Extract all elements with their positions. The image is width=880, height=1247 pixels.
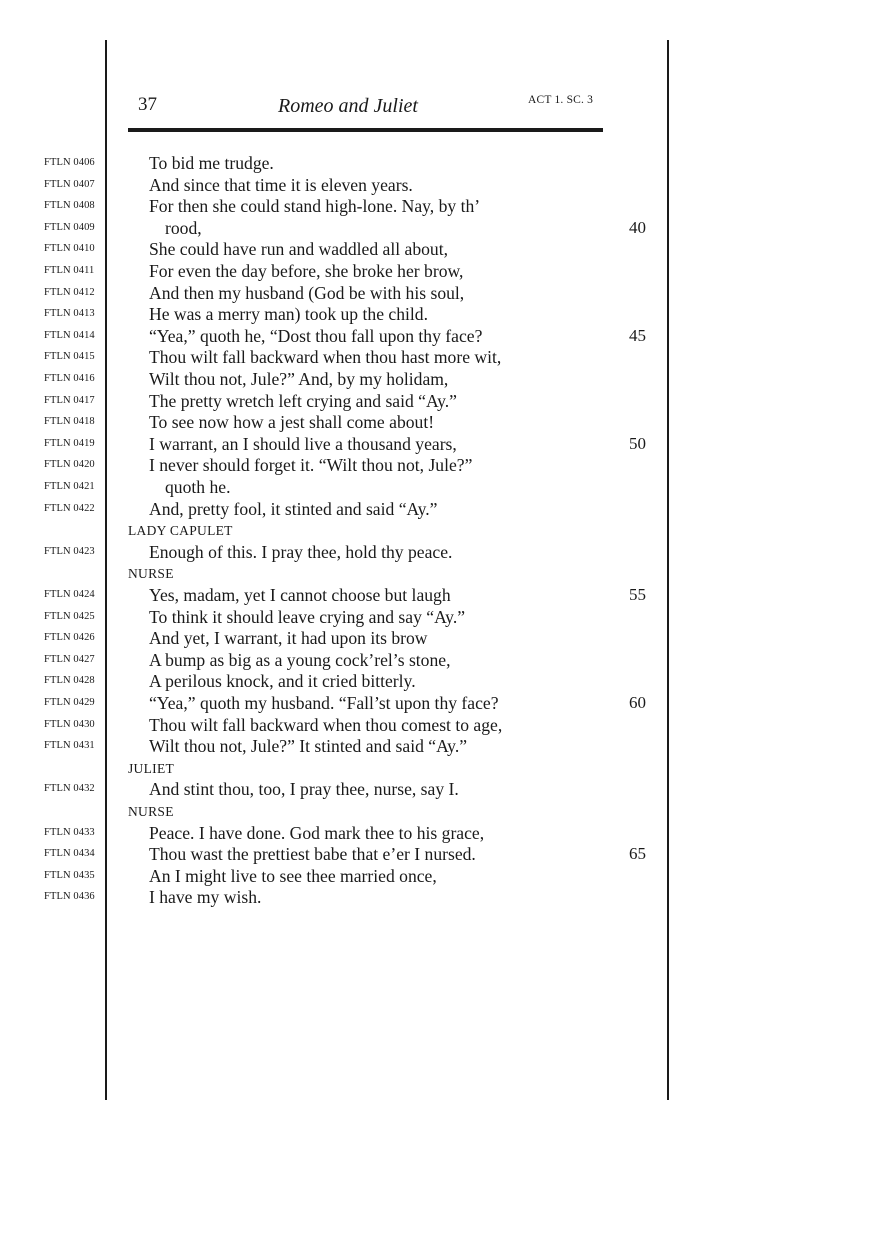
ftln-number: FTLN 0429 [44, 697, 95, 708]
verse-row [0, 347, 880, 369]
verse-row [0, 477, 880, 499]
verse-line: The pretty wretch left crying and said “Ay.” [149, 390, 457, 411]
verse-row [0, 455, 880, 477]
verse-line: And since that time it is eleven years. [149, 174, 413, 195]
ftln-number: FTLN 0418 [44, 416, 95, 428]
line-number: 40 [629, 217, 646, 237]
ftln-number: FTLN 0424 [44, 589, 95, 600]
line-number: 50 [629, 433, 646, 453]
verse-line: Yes, madam, yet I cannot choose but laugh [149, 585, 451, 605]
verse-line: To bid me trudge. [149, 153, 274, 173]
verse-line: For even the day before, she broke her brow, [149, 261, 464, 281]
speaker-name: LADY CAPULET [128, 523, 233, 539]
verse-line: rood, [165, 217, 202, 238]
ftln-number: FTLN 0434 [44, 848, 95, 860]
verse-row [0, 196, 880, 218]
line-number: 60 [629, 693, 646, 712]
verse-row [0, 823, 880, 845]
verse-line: And, pretty fool, it stinted and said “Ay.” [149, 498, 438, 519]
ftln-number: FTLN 0428 [44, 675, 95, 687]
verse-row [0, 887, 880, 909]
ftln-number: FTLN 0431 [44, 740, 95, 752]
verse-line: An I might live to see thee married once, [149, 865, 437, 886]
ftln-number: FTLN 0408 [44, 200, 95, 212]
ftln-number: FTLN 0426 [44, 632, 95, 644]
page-number: 37 [138, 94, 157, 115]
verse-row [0, 779, 880, 801]
verse-row [0, 866, 880, 888]
speaker-name: JULIET [128, 760, 175, 776]
verse-row [0, 628, 880, 650]
speaker-row [0, 758, 880, 780]
ftln-number: FTLN 0422 [44, 502, 95, 514]
ftln-number: FTLN 0425 [44, 610, 95, 622]
ftln-number: FTLN 0421 [44, 481, 95, 492]
ftln-number: FTLN 0433 [44, 826, 95, 838]
running-title: Romeo and Juliet [278, 95, 418, 117]
ftln-number: FTLN 0427 [44, 653, 95, 665]
verse-row [0, 391, 880, 413]
verse-row [0, 844, 880, 866]
ftln-number: FTLN 0435 [44, 869, 95, 881]
verse-line: For then she could stand high-lone. Nay, by th’ [149, 196, 481, 217]
verse-row [0, 585, 880, 607]
ftln-number: FTLN 0414 [44, 329, 95, 341]
verse-row [0, 239, 880, 261]
verse-line: And then my husband (God be with his soul, [149, 282, 465, 303]
ftln-number: FTLN 0412 [44, 286, 95, 298]
verse-line: quoth he. [165, 477, 231, 497]
ftln-number: FTLN 0411 [44, 265, 95, 276]
verse-line: I warrant, an I should live a thousand years, [149, 433, 457, 454]
ftln-number: FTLN 0407 [44, 178, 95, 190]
speaker-row [0, 563, 880, 585]
line-number: 65 [629, 844, 646, 864]
verse-row [0, 736, 880, 758]
verse-line: He was a merry man) took up the child. [149, 304, 428, 325]
ftln-number: FTLN 0406 [44, 157, 95, 168]
verse-row [0, 283, 880, 305]
verse-row [0, 499, 880, 521]
verse-row [0, 607, 880, 629]
verse-row [0, 715, 880, 737]
act-scene-label: ACT 1. SC. 3 [528, 94, 594, 106]
verse-line: “Yea,” quoth my husband. “Fall’st upon thy face? [149, 693, 499, 713]
verse-line: I have my wish. [149, 887, 262, 908]
ftln-number: FTLN 0413 [44, 308, 95, 320]
verse-line: “Yea,” quoth he, “Dost thou fall upon thy face? [149, 325, 483, 346]
ftln-number: FTLN 0415 [44, 351, 95, 363]
ftln-number: FTLN 0423 [44, 545, 95, 557]
header-rule [128, 128, 603, 132]
ftln-number: FTLN 0409 [44, 221, 95, 233]
verse-row [0, 412, 880, 434]
verse-line: Thou wilt fall backward when thou comest to age, [149, 714, 503, 735]
verse-line: A perilous knock, and it cried bitterly. [149, 671, 416, 692]
speaker-row [0, 801, 880, 823]
verse-row [0, 650, 880, 672]
line-number: 45 [629, 325, 646, 345]
ftln-number: FTLN 0416 [44, 373, 95, 384]
ftln-number: FTLN 0417 [44, 394, 95, 406]
verse-line: I never should forget it. “Wilt thou not, Jule?” [149, 455, 473, 476]
speaker-name: NURSE [128, 804, 174, 819]
verse-row [0, 671, 880, 693]
line-number: 55 [629, 585, 646, 604]
speaker-name: NURSE [128, 566, 174, 582]
verse-row [0, 175, 880, 197]
verse-row [0, 542, 880, 564]
verse-row [0, 434, 880, 456]
verse-line: Enough of this. I pray thee, hold thy peace. [149, 541, 453, 562]
verse-line: To see now how a jest shall come about! [149, 412, 435, 433]
verse-line: And yet, I warrant, it had upon its brow [149, 628, 428, 649]
verse-row [0, 693, 880, 715]
verse-row [0, 369, 880, 391]
verse-line: Thou wast the prettiest babe that e’er I nursed. [149, 844, 476, 865]
verse-row [0, 326, 880, 348]
ftln-number: FTLN 0432 [44, 783, 95, 795]
ftln-number: FTLN 0420 [44, 459, 95, 471]
verse-line: Wilt thou not, Jule?” It stinted and said “Ay.” [149, 736, 468, 757]
verse-row [0, 304, 880, 326]
verse-row [0, 261, 880, 283]
verse-line: And stint thou, too, I pray thee, nurse, say I. [149, 779, 459, 800]
verse-line: She could have run and waddled all about, [149, 239, 449, 260]
verse-line: Peace. I have done. God mark thee to his grace, [149, 822, 485, 843]
ftln-number: FTLN 0430 [44, 718, 95, 730]
ftln-number: FTLN 0410 [44, 243, 95, 255]
verse-row [0, 153, 880, 175]
verse-line: Thou wilt fall backward when thou hast more wit, [149, 347, 502, 368]
verse-line: Wilt thou not, Jule?” And, by my holidam, [149, 369, 449, 389]
verse-line: A bump as big as a young cock’rel’s stone, [149, 649, 451, 670]
speaker-row [0, 520, 880, 542]
ftln-number: FTLN 0419 [44, 437, 95, 449]
ftln-number: FTLN 0436 [44, 891, 95, 903]
verse-line: To think it should leave crying and say “Ay.” [149, 606, 466, 627]
verse-row [0, 218, 880, 240]
